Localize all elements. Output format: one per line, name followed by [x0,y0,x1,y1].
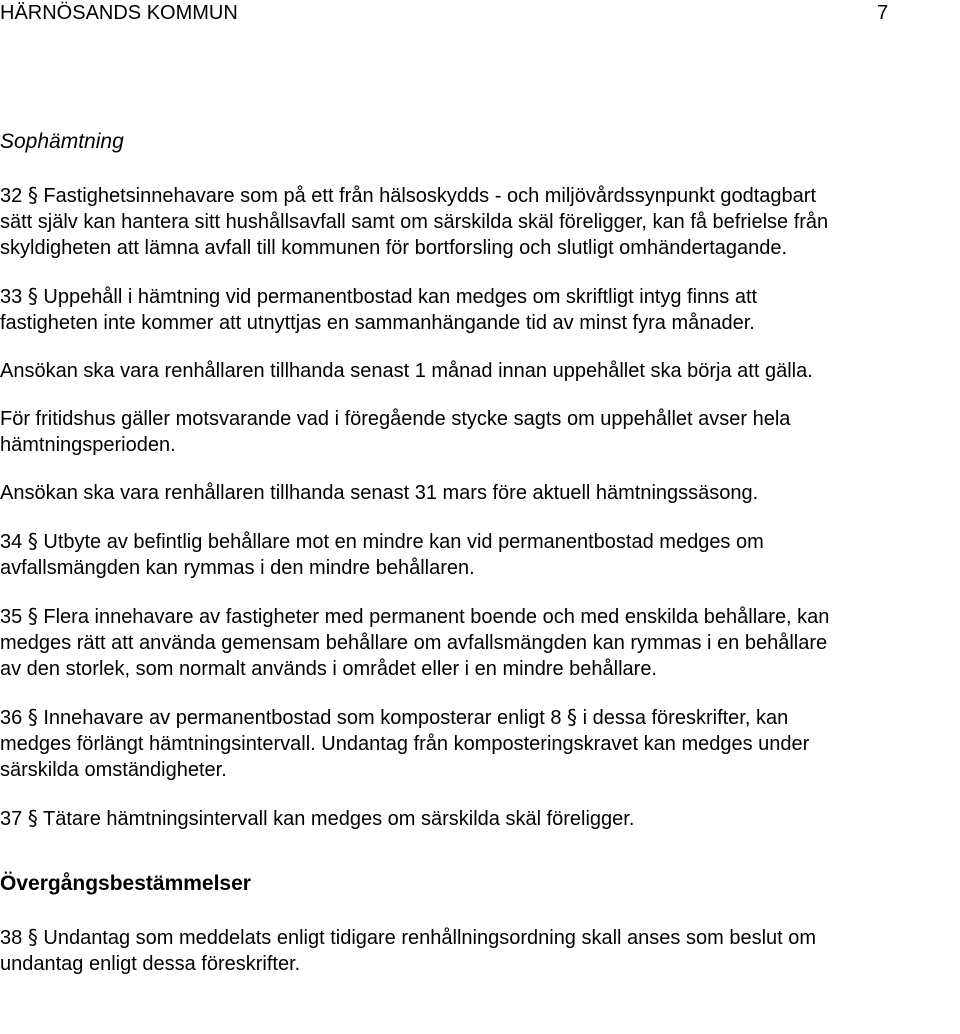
paragraph-text: fastigheten inte kommer att utnyttjas en sammanhängande tid av minst fyra månader. [0,312,755,334]
paragraph-text: sätt själv kan hantera sitt hushållsavfall samt om särskilda skäl föreligger, kan få befrielse från [0,211,829,233]
paragraph-text: Innehavare av permanentbostad som komposterar enligt 8 [43,707,562,729]
paragraph-number: 38 [0,927,23,949]
section-symbol: § [27,806,38,830]
paragraph-35 [0,603,960,682]
paragraph-number: 36 [0,707,23,729]
section-symbol: § [567,705,578,729]
paragraph-text: särskilda omständigheter. [0,759,227,781]
paragraph-text: Fastighetsinnehavare som på ett från hälsoskydds - och miljövårdssynpunkt godtagbart [43,185,817,207]
paragraph-text: av den storlek, som normalt används i området eller i en mindre behållare. [0,658,657,680]
section-symbol: § [27,604,38,628]
paragraph-text: Utbyte av befintlig behållare mot en mindre kan vid permanentbostad medges om [43,531,764,553]
section-symbol: § [27,183,38,207]
paragraph-text: Uppehåll i hämtning vid permanentbostad kan medges om skriftligt intyg finns att [43,286,758,308]
paragraph-text: Undantag som meddelats enligt tidigare renhållningsordning skall anses som beslut om [43,927,817,949]
paragraph-33-application [0,358,960,384]
paragraph-32 [0,182,960,261]
paragraph-33-deadline [0,480,960,506]
paragraph-number: 32 [0,185,23,207]
paragraph-text: Flera innehavare av fastigheter med permanent boende och med enskilda behållare, kan [43,606,830,628]
paragraph-number: 34 [0,531,23,553]
paragraph-text: i dessa föreskrifter, kan [582,707,789,729]
paragraph-38 [0,924,960,977]
section-title-sophamtning: Sophämtning [0,130,124,153]
section-symbol: § [27,284,38,308]
paragraph-34 [0,528,960,581]
paragraph-text: hämtningsperioden. [0,434,176,456]
paragraph-text: skyldigheten att lämna avfall till kommunen för bortforsling och slutligt omhändertagande. [0,237,788,259]
paragraph-text: avfallsmängden kan rymmas i den mindre behållaren. [0,557,475,579]
page-number: 7 [877,2,889,24]
paragraph-text: Ansökan ska vara renhållaren tillhanda senast 1 månad innan uppehållet ska börja att gälla. [0,360,813,382]
document-body [0,128,960,999]
paragraph-number: 37 [0,808,23,830]
section-symbol: § [27,925,38,949]
paragraph-text: medges rätt att använda gemensam behållare om avfallsmängden kan rymmas i en behållare [0,632,828,654]
organization-name: HÄRNÖSANDS KOMMUN [0,2,238,24]
paragraph-text: Ansökan ska vara renhållaren tillhanda senast 31 mars före aktuell hämtningssäsong. [0,482,759,504]
section-symbol: § [27,529,38,553]
paragraph-text: För fritidshus gäller motsvarande vad i föregående stycke sagts om uppehållet avser hela [0,408,791,430]
page-header [0,2,960,24]
paragraph-text: Tätare hämtningsintervall kan medges om särskilda skäl föreligger. [43,808,635,830]
paragraph-number: 33 [0,286,23,308]
section-title-overgangsbestammelser: Övergångsbestämmelser [0,872,251,895]
paragraph-33 [0,283,960,336]
paragraph-text: medges förlängt hämtningsintervall. Undantag från komposteringskravet kan medges under [0,733,810,755]
section-symbol: § [27,705,38,729]
paragraph-number: 35 [0,606,23,628]
paragraph-36 [0,704,960,783]
paragraph-33-holiday-homes [0,406,960,458]
paragraph-text: undantag enligt dessa föreskrifter. [0,953,301,975]
paragraph-37 [0,805,960,832]
